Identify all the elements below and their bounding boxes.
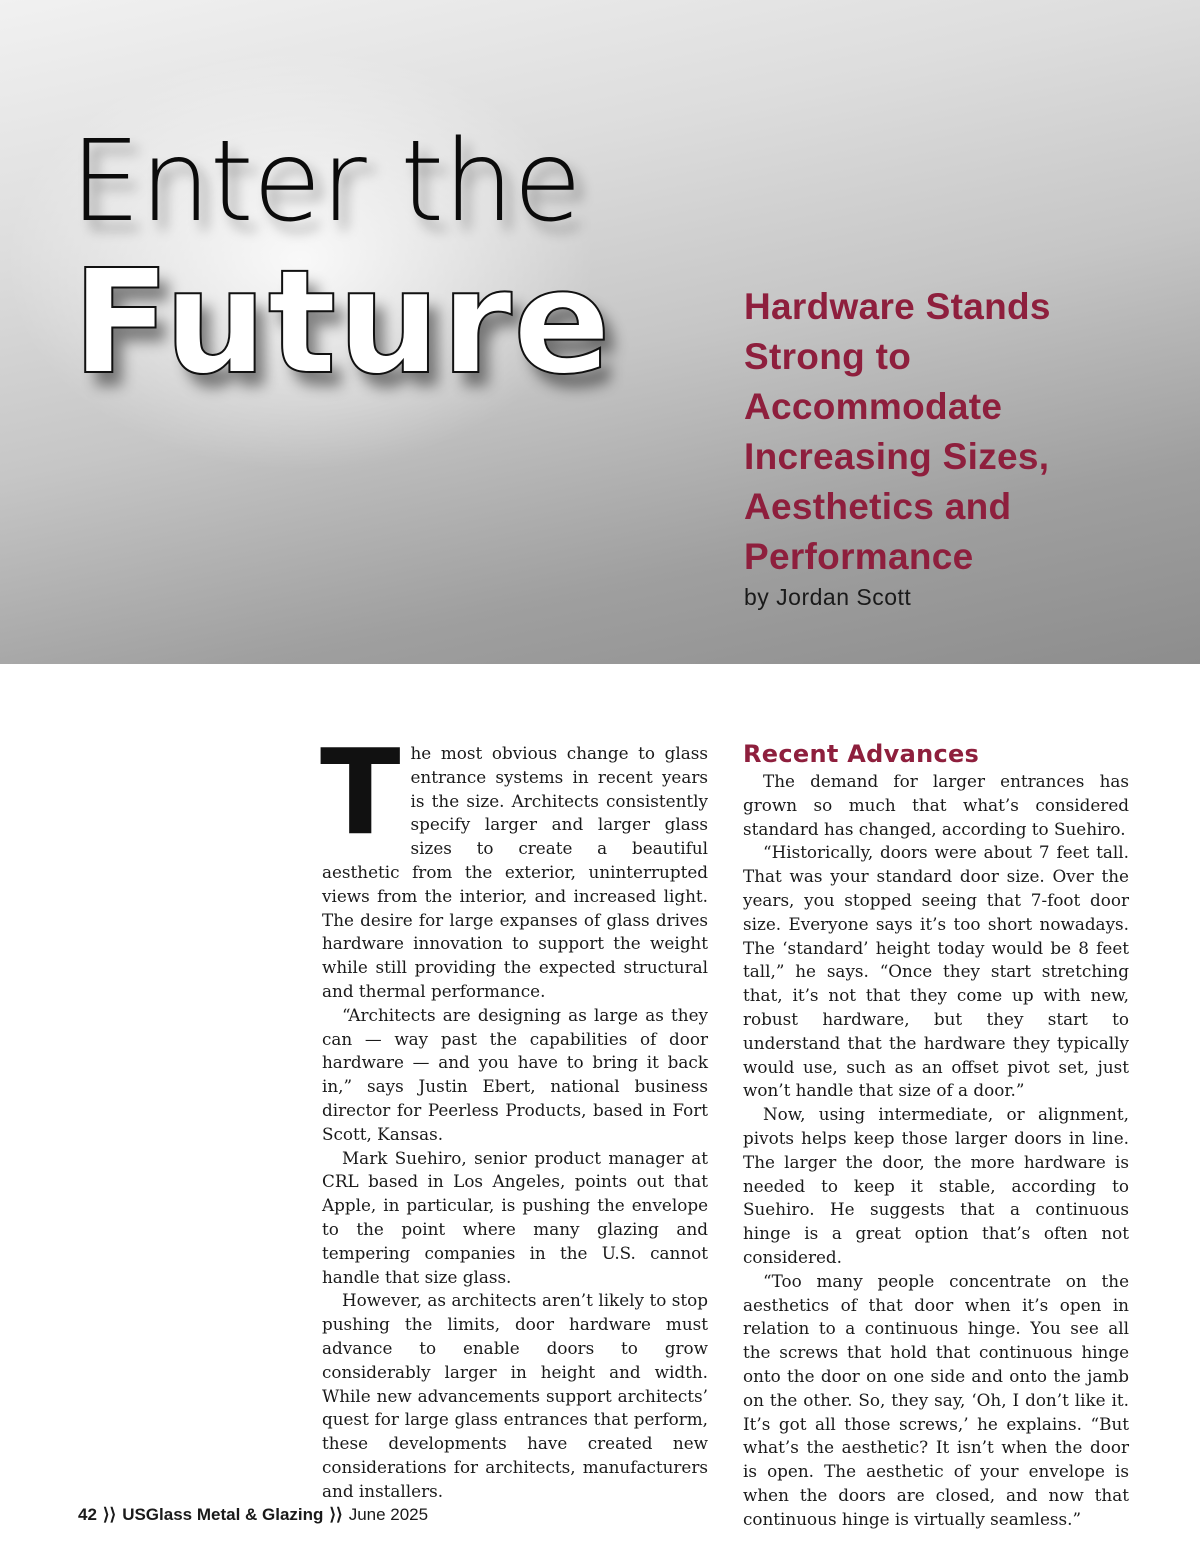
publication-name: USGlass Metal & Glazing [122, 1505, 324, 1524]
page-number: 42 [78, 1505, 97, 1524]
paragraph: “Architects are designing as large as they can — way past the capabilities of door hardware — and you have to bring it back in,” says Justin Ebert, national business director for Peerless Products, based in Fort Scott, Kansas. [322, 1004, 708, 1144]
drop-cap: T [320, 723, 401, 861]
paragraph: Now, using intermediate, or alignment, pivots helps keep those larger doors in line. The larger the door, the more hardware is needed to keep it stable, according to Suehiro. He suggests that a continuous hinge is a great option that’s often not considered. [743, 1104, 1129, 1267]
footer-separator: ⟩⟩ [102, 1505, 117, 1524]
page-footer [78, 1505, 428, 1525]
paragraph: The demand for larger entrances has grown so much that what’s considered standard has changed, according to Suehiro. [743, 771, 1129, 839]
byline: by Jordan Scott [744, 584, 912, 610]
headline-line-2: Future [72, 238, 612, 406]
issue-date: June 2025 [348, 1505, 429, 1524]
paragraph: “Too many people concentrate on the aesthetics of that door when it’s open in relation to a continuous hinge. You see all the screws that hold that continuous hinge onto the door on one side and onto the jamb on the other. So, they say, ‘Oh, I don’t like it. It’s got all those screws,’ he explains. “But what’s the aesthetic? It isn’t when the door is open. The aesthetic of your envelope is when the doors are closed, and now that continuous hinge is virtually seamless.” [743, 1270, 1129, 1529]
paragraph: Mark Suehiro, senior product manager at CRL based in Los Angeles, points out that Apple, in particular, is pushing the envelope to the point where many glazing and tempering companies in the U.S. cannot handle that size glass. [322, 1147, 708, 1287]
paragraph-text: he most obvious change to glass entrance systems in recent years is the size. Architects consistently specify larger and larger glass sizes to create a beautiful aesthetic from the exterior, uninterrupted views from the interior, and increased light. The desire for large expanses of glass drives hardware innovation to support the weight while still providing the expected structural and thermal performance. [322, 743, 708, 1001]
deck-subtitle: Hardware Stands Strong to Accommodate Increasing Sizes, Aesthetics and Performance [744, 286, 1051, 577]
article-column-right [743, 738, 1129, 1532]
hero-banner [0, 0, 1200, 664]
footer-separator: ⟩⟩ [329, 1505, 343, 1524]
article-column-left [320, 723, 708, 1504]
section-heading: Recent Advances [743, 740, 980, 768]
paragraph: However, as architects aren’t likely to stop pushing the limits, door hardware must advance to enable doors to grow considerably larger in height and width. While new advancements support architects’ quest for large glass entrances that perform, these developments have created new considerations for architects, manufacturers and installers. [322, 1290, 708, 1501]
headline-line-1: Enter the [70, 117, 582, 247]
paragraph [320, 723, 708, 1004]
paragraph: “Historically, doors were about 7 feet tall. That was your standard door size. Over the years, you stopped seeing that 7-foot door size. Everyone says it’s too short nowadays. The ‘standard’ height today would be 8 feet tall,” he says. “Once they start stretching that, it’s not that they come up with new, robust hardware, but they start to understand that the hardware they typically would use, such as an offset pivot set, just won’t handle that size of a door.” [743, 842, 1129, 1101]
